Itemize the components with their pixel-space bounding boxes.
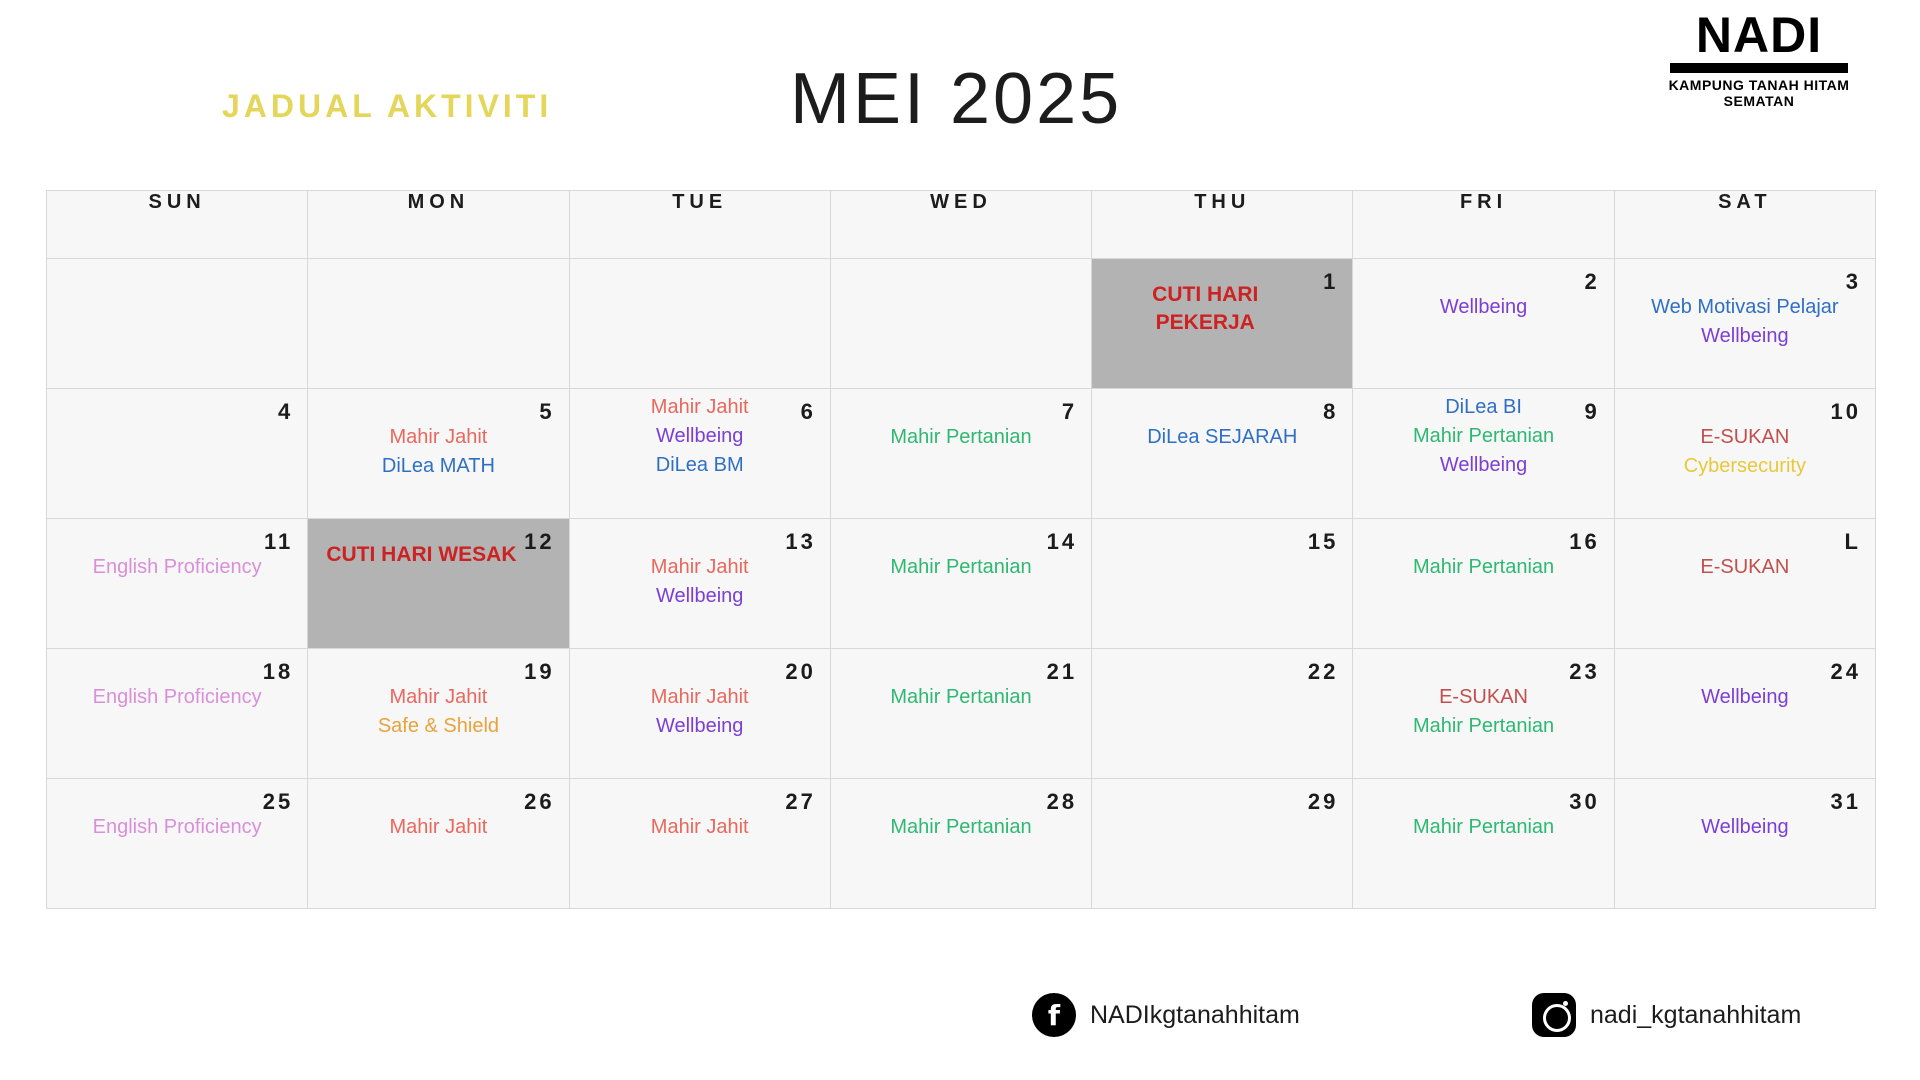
facebook-icon: f [1032, 993, 1076, 1037]
event-list [1353, 813, 1613, 842]
day-cell-5[interactable] [308, 389, 569, 519]
weekday-header-fri: FRI [1353, 191, 1614, 259]
event-list [570, 813, 830, 842]
event-item[interactable]: Mahir Jahit [650, 556, 749, 578]
day-cell-15[interactable] [1092, 519, 1353, 649]
day-number: 15 [1307, 529, 1339, 554]
event-list [1353, 683, 1613, 741]
day-number: 6 [800, 399, 816, 424]
day-number: 26 [524, 789, 555, 814]
event-item[interactable]: English Proficiency [92, 556, 262, 578]
weekday-header-sat: SAT [1614, 191, 1875, 259]
day-cell-27[interactable] [569, 779, 830, 909]
event-item[interactable]: Mahir Jahit [389, 816, 488, 838]
day-cell-6[interactable] [569, 389, 830, 519]
event-item[interactable]: Mahir Pertanian [1412, 715, 1555, 737]
week-row [47, 649, 1876, 779]
day-number: 10 [1830, 399, 1861, 424]
day-cell-empty[interactable] [47, 259, 308, 389]
day-number: 29 [1307, 789, 1339, 814]
day-cell-31[interactable] [1614, 779, 1875, 909]
event-item[interactable]: Mahir Pertanian [890, 426, 1032, 448]
event-list [831, 423, 1091, 452]
day-number: 30 [1569, 789, 1600, 814]
day-number: 28 [1046, 789, 1078, 814]
event-item[interactable]: Safe & Shield [377, 715, 500, 737]
day-number: 9 [1584, 399, 1600, 424]
event-item[interactable]: English Proficiency [92, 816, 262, 838]
day-number: 31 [1830, 789, 1861, 814]
event-item[interactable]: English Proficiency [92, 686, 262, 708]
day-cell-9[interactable] [1353, 389, 1614, 519]
event-item[interactable]: Wellbeing [1701, 325, 1789, 347]
event-list [308, 423, 568, 481]
event-list [47, 553, 307, 582]
day-cell-2[interactable] [1353, 259, 1614, 389]
event-item[interactable]: DiLea BM [655, 454, 744, 476]
day-number: 12 [524, 529, 555, 554]
day-cell-18[interactable] [47, 649, 308, 779]
event-item[interactable]: Mahir Jahit [650, 816, 749, 838]
day-cell-empty[interactable] [830, 259, 1091, 389]
day-number: 3 [1845, 269, 1861, 294]
event-item[interactable]: Web Motivasi Pelajar [1651, 296, 1839, 318]
event-item[interactable]: Mahir Pertanian [1412, 816, 1555, 838]
weekday-header-tue: TUE [569, 191, 830, 259]
day-number: L [1844, 529, 1861, 554]
day-number: 11 [264, 529, 294, 554]
event-item[interactable]: Mahir Pertanian [890, 816, 1032, 838]
week-row [47, 389, 1876, 519]
page-title: MEI 2025 [790, 59, 1123, 139]
event-list [1353, 553, 1613, 582]
day-number: 8 [1323, 399, 1339, 424]
event-list [47, 683, 307, 712]
weekday-header-thu: THU [1092, 191, 1353, 259]
instagram-handle: nadi_kgtanahhitam [1590, 1000, 1802, 1029]
event-item[interactable]: Mahir Pertanian [890, 556, 1032, 578]
event-list [1353, 393, 1613, 480]
weekday-header-row [47, 191, 1876, 259]
day-number: 21 [1046, 659, 1078, 684]
day-cell-19[interactable] [308, 649, 569, 779]
facebook-handle: NADIkgtanahhitam [1090, 1000, 1300, 1029]
day-cell-20[interactable] [569, 649, 830, 779]
day-cell-24[interactable] [1614, 649, 1875, 779]
event-item[interactable]: Wellbeing [655, 715, 744, 737]
event-item[interactable]: DiLea SEJARAH [1147, 426, 1298, 448]
day-cell-empty[interactable] [308, 259, 569, 389]
day-cell-25[interactable] [47, 779, 308, 909]
event-list [831, 813, 1091, 842]
day-number: 13 [785, 529, 816, 554]
event-item[interactable]: DiLea MATH [381, 455, 495, 477]
event-item[interactable]: Cybersecurity [1683, 455, 1806, 477]
day-number: 1 [1323, 269, 1339, 294]
week-row [47, 779, 1876, 909]
event-item[interactable]: Wellbeing [655, 585, 744, 607]
event-item[interactable]: Mahir Pertanian [1412, 556, 1555, 578]
event-list [1353, 293, 1613, 322]
day-cell-29[interactable] [1092, 779, 1353, 909]
day-number: 7 [1061, 399, 1078, 424]
logo-subtitle-line1: KAMPUNG TANAH HITAM [1668, 77, 1850, 93]
event-list [1092, 423, 1352, 452]
day-number: 14 [1046, 529, 1078, 554]
day-cell-26[interactable] [308, 779, 569, 909]
day-cell-12[interactable] [308, 519, 569, 649]
day-number: 24 [1830, 659, 1861, 684]
day-number: 2 [1584, 269, 1600, 294]
poster-footer [0, 985, 1920, 1080]
event-list [570, 393, 830, 480]
holiday-label: CUTI HARI PEKERJA [1152, 283, 1259, 335]
day-cell-11[interactable] [47, 519, 308, 649]
day-number: 20 [785, 659, 816, 684]
event-list [1615, 813, 1875, 842]
event-item[interactable]: E-SUKAN [1439, 686, 1528, 708]
event-list [570, 553, 830, 611]
day-number: 19 [524, 659, 555, 684]
poster-header [0, 0, 1920, 180]
day-cell-3[interactable] [1614, 259, 1875, 389]
event-item[interactable]: Wellbeing [1701, 816, 1789, 838]
day-cell-14[interactable] [830, 519, 1091, 649]
event-item[interactable]: DiLea BI [1445, 396, 1522, 418]
weekday-header-mon: MON [308, 191, 569, 259]
day-cell-10[interactable] [1614, 389, 1875, 519]
day-number: 23 [1569, 659, 1600, 684]
logo-wordmark: NADI [1695, 7, 1823, 63]
day-cell-30[interactable] [1353, 779, 1614, 909]
event-item[interactable]: Mahir Jahit [389, 426, 488, 448]
event-item[interactable]: E-SUKAN [1700, 426, 1790, 448]
holiday-label: CUTI HARI WESAK [326, 543, 517, 566]
event-item[interactable]: Mahir Pertanian [890, 686, 1032, 708]
event-list [1615, 683, 1875, 712]
day-number: 18 [262, 659, 294, 684]
week-row [47, 259, 1876, 389]
event-list [570, 683, 830, 741]
weekday-header-wed: WED [830, 191, 1091, 259]
event-list [308, 683, 568, 741]
instagram-icon [1532, 993, 1576, 1037]
poster-subtitle: JADUAL AKTIVITI [222, 88, 553, 124]
day-number: 16 [1569, 529, 1600, 554]
day-number: 5 [539, 399, 555, 424]
day-cell-empty[interactable] [569, 259, 830, 389]
event-item[interactable]: Wellbeing [1439, 296, 1528, 318]
event-list [831, 683, 1091, 712]
day-cell-16[interactable] [1353, 519, 1614, 649]
event-item[interactable]: Mahir Pertanian [1412, 425, 1555, 447]
event-item[interactable]: Mahir Jahit [650, 686, 749, 708]
event-item[interactable]: Wellbeing [655, 425, 744, 447]
day-cell-4[interactable] [47, 389, 308, 519]
day-cell-13[interactable] [569, 519, 830, 649]
event-list [47, 813, 307, 842]
day-cell-8[interactable] [1092, 389, 1353, 519]
weekday-header-sun: SUN [47, 191, 308, 259]
event-item[interactable]: Wellbeing [1439, 454, 1528, 476]
event-list [1615, 293, 1875, 351]
event-item[interactable]: Wellbeing [1701, 686, 1789, 708]
day-cell-7[interactable] [830, 389, 1091, 519]
day-cell-1[interactable] [1092, 259, 1353, 389]
event-list [1615, 553, 1875, 582]
day-cell-23[interactable] [1353, 649, 1614, 779]
day-cell-21[interactable] [830, 649, 1091, 779]
instagram-link[interactable] [1532, 993, 1801, 1037]
facebook-link[interactable] [1032, 993, 1300, 1037]
logo-divider [1670, 63, 1848, 73]
day-number: 4 [278, 399, 294, 424]
event-list [1615, 423, 1875, 481]
week-row [47, 519, 1876, 649]
day-number: 25 [262, 789, 294, 814]
day-number: 22 [1307, 659, 1339, 684]
month-calendar [46, 190, 1876, 909]
day-cell-L[interactable] [1614, 519, 1875, 649]
event-item[interactable]: Mahir Jahit [389, 686, 488, 708]
day-number: 27 [785, 789, 816, 814]
event-list [831, 553, 1091, 582]
logo-subtitle-line2: SEMATAN [1723, 93, 1795, 110]
event-item[interactable]: Mahir Jahit [650, 396, 749, 418]
event-item[interactable]: E-SUKAN [1700, 556, 1790, 578]
day-cell-22[interactable] [1092, 649, 1353, 779]
nadi-logo [1664, 7, 1854, 110]
day-cell-28[interactable] [830, 779, 1091, 909]
event-list [308, 813, 568, 842]
